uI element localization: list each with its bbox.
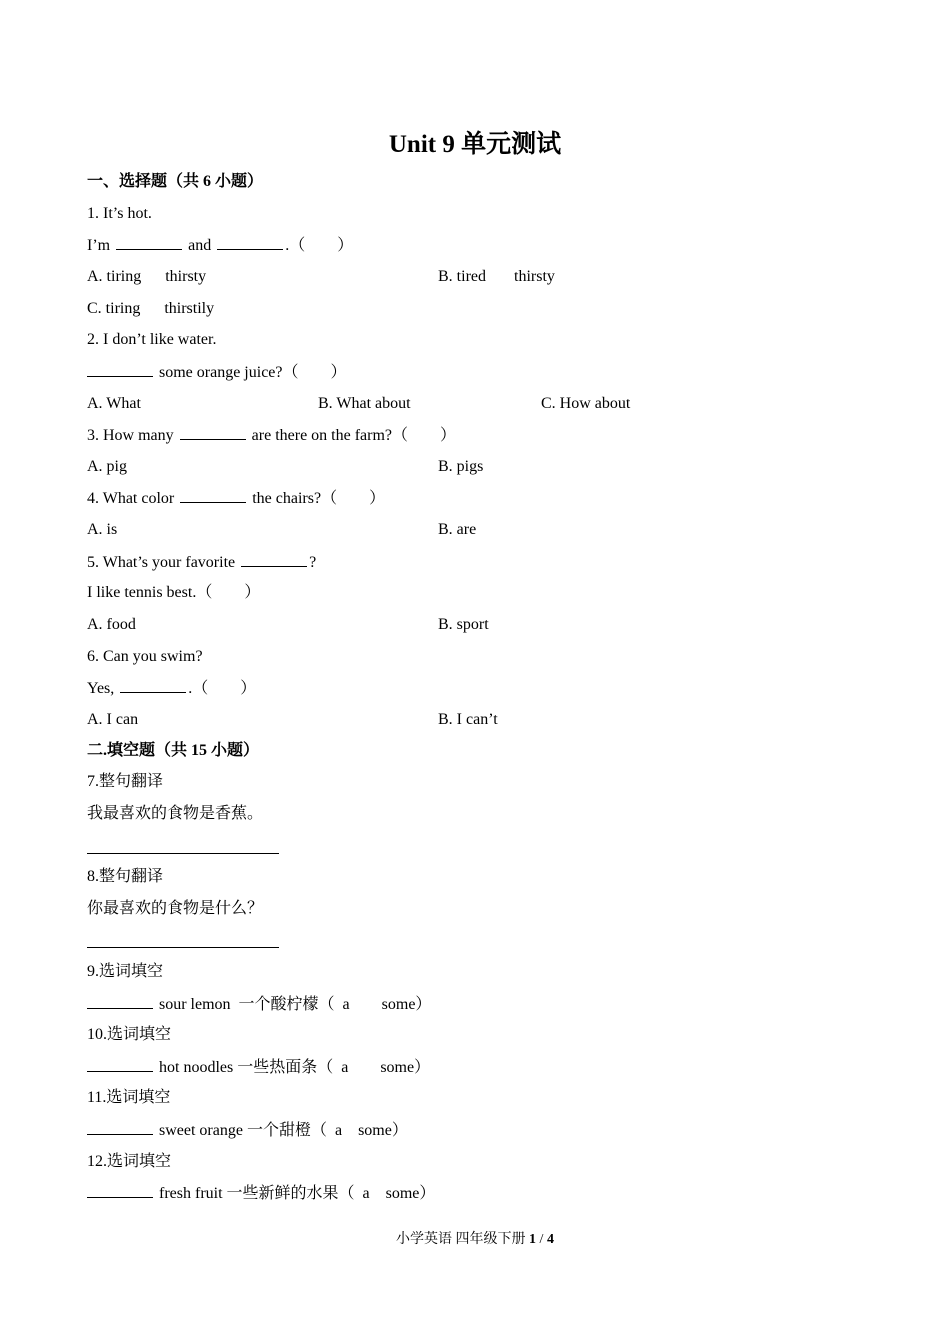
question-2-option-c: C. How about: [541, 395, 631, 412]
answer-blank: [180, 488, 246, 503]
question-4-stem: 4. What color the chairs?（ ）: [87, 490, 386, 507]
page-number: 1: [529, 1232, 537, 1247]
answer-blank: [180, 425, 246, 440]
answer-blank: [241, 552, 307, 567]
question-2-option-a: A. What: [87, 395, 141, 412]
question-11-prompt: sweet orange 一个甜橙（ a some）: [87, 1120, 408, 1141]
question-8-prompt: 你最喜欢的食物是什么？: [87, 900, 264, 917]
question-12-stem: 12.选词填空: [87, 1153, 172, 1170]
answer-blank: [87, 1057, 153, 1072]
question-9-prompt: sour lemon 一个酸柠檬（ a some）: [87, 994, 431, 1015]
answer-blank: [87, 994, 153, 1009]
answer-blank: [116, 235, 182, 250]
question-7-stem: 7.整句翻译: [87, 773, 164, 790]
question-2-option-b: B. What about: [318, 395, 411, 412]
question-1-option-b: B. tired thirsty: [438, 268, 555, 285]
question-5-option-b: B. sport: [438, 616, 489, 633]
question-3-option-b: B. pigs: [438, 458, 484, 475]
page-title: Unit 9 单元测试: [388, 131, 562, 158]
question-12-prompt: fresh fruit 一些新鲜的水果（ a some）: [87, 1183, 435, 1204]
question-11-stem: 11.选词填空: [87, 1089, 171, 1106]
question-1-option-c: C. tiring thirstily: [87, 300, 215, 317]
question-6-stem: 6. Can you swim?: [87, 648, 203, 665]
answer-blank: [87, 1183, 153, 1198]
question-4-option-a: A. is: [87, 521, 118, 538]
question-6-option-b: B. I can’t: [438, 711, 498, 728]
question-2-stem: 2. I don’t like water.: [87, 331, 217, 348]
question-10-stem: 10.选词填空: [87, 1026, 172, 1043]
question-1-option-a: A. tiring thirsty: [87, 268, 207, 285]
question-3-stem: 3. How many are there on the farm?（ ）: [87, 427, 457, 444]
answer-blank: [87, 362, 153, 377]
question-5-stem: 5. What’s your favorite ?: [87, 554, 317, 571]
answer-blank: [217, 235, 283, 250]
page-total: 4: [546, 1232, 554, 1247]
question-8-stem: 8.整句翻译: [87, 868, 164, 885]
question-6-prompt: Yes, .（ ）: [87, 680, 257, 697]
question-5-option-a: A. food: [87, 616, 136, 633]
question-4-option-b: B. are: [438, 521, 477, 538]
question-1-stem: 1. It’s hot.: [87, 205, 152, 222]
question-7-prompt: 我最喜欢的食物是香蕉。: [87, 805, 264, 822]
page-footer: 小学英语 四年级下册 1 / 4: [396, 1232, 554, 1247]
answer-blank: [120, 678, 186, 693]
question-1-prompt: I’m and .（ ）: [87, 237, 354, 254]
question-10-prompt: hot noodles 一些热面条（ a some）: [87, 1057, 430, 1078]
question-9-stem: 9.选词填空: [87, 963, 164, 980]
answer-blank: [87, 1120, 153, 1135]
question-6-option-a: A. I can: [87, 711, 139, 728]
question-5-prompt: I like tennis best.（ ）: [87, 584, 261, 601]
section-heading-choice: 一、选择题（共 6 小题）: [87, 173, 264, 190]
question-3-option-a: A. pig: [87, 458, 127, 475]
answer-line: [87, 853, 279, 854]
section-heading-fill: 二.填空题（共 15 小题）: [87, 742, 260, 759]
question-2-prompt: some orange juice?（ ）: [87, 362, 347, 383]
answer-line: [87, 947, 279, 948]
